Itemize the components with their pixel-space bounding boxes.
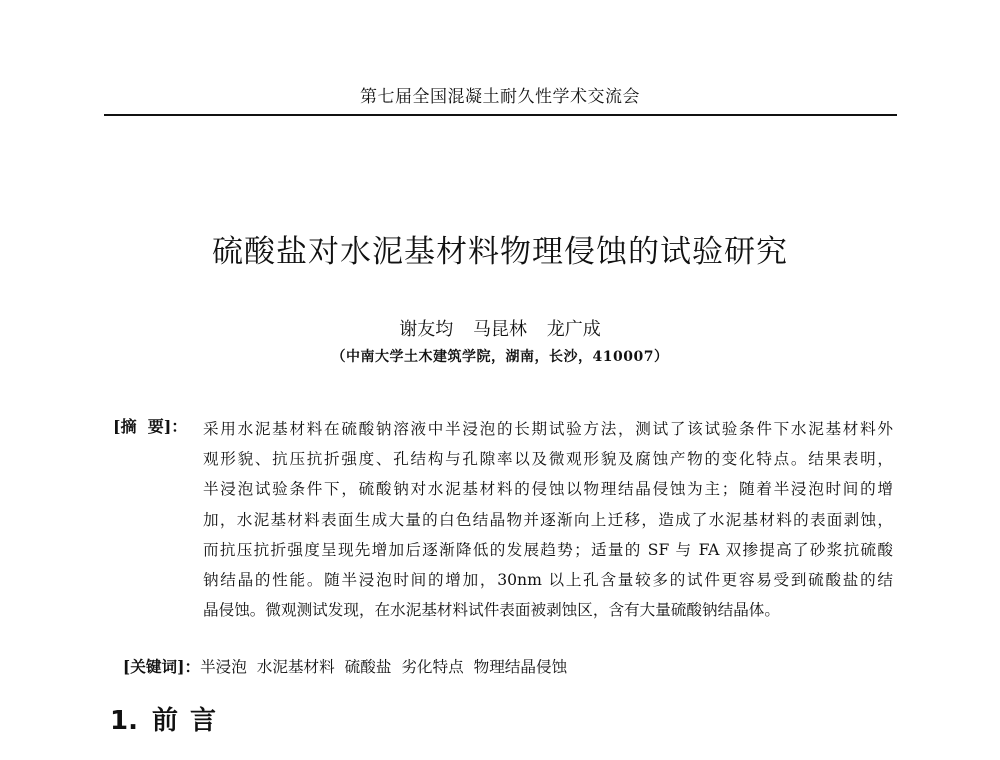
section-title: 前言 (151, 706, 228, 736)
abstract-line: 加，水泥基材料表面生成大量的白色结晶物并逐渐向上迁移，造成了水泥基材料的表面剥蚀， (203, 510, 893, 529)
authors: 谢友均 马昆林 龙广成 (399, 319, 601, 340)
abstract-line: 钠结晶的性能。随半浸泡时间的增加，30nm 以上孔含量较多的试件更容易受到硫酸盐的结 (203, 570, 893, 589)
paper-title: 硫酸盐对水泥基材料物理侵蚀的试验研究 (212, 234, 788, 270)
abstract-line: 而抗压抗折强度呈现先增加后逐渐降低的发展趋势；适量的 SF 与 FA 双掺提高了砂浆抗硫酸 (203, 540, 893, 559)
section-heading (110, 700, 228, 737)
abstract-line: 半浸泡试验条件下，硫酸钠对水泥基材料的侵蚀以物理结晶侵蚀为主；随着半浸泡时间的增 (203, 480, 893, 499)
abstract-line: 采用水泥基材料在硫酸钠溶液中半浸泡的长期试验方法，测试了该试验条件下水泥基材料外 (203, 420, 893, 438)
running-header: 第七届全国混凝土耐久性学术交流会 (360, 87, 640, 107)
header-rule (104, 114, 897, 116)
affiliation: （中南大学土木建筑学院，湖南，长沙，410007） (331, 349, 669, 365)
keywords-label: [关键词]： (122, 657, 201, 676)
abstract-label: [摘 要]： (113, 417, 188, 436)
abstract-line: 观形貌、抗压抗折强度、孔结构与孔隙率以及微观形貌及腐蚀产物的变化特点。结果表明， (203, 450, 893, 469)
keywords-text: 半浸泡 水泥基材料 硫酸盐 劣化特点 物理结晶侵蚀 (200, 658, 568, 676)
keywords (113, 637, 567, 677)
abstract-line: 晶侵蚀。微观测试发现，在水泥基材料试件表面被剥蚀区，含有大量硫酸钠结晶体。 (203, 601, 780, 620)
section-number: 1. (110, 706, 138, 736)
abstract-body (203, 414, 893, 625)
